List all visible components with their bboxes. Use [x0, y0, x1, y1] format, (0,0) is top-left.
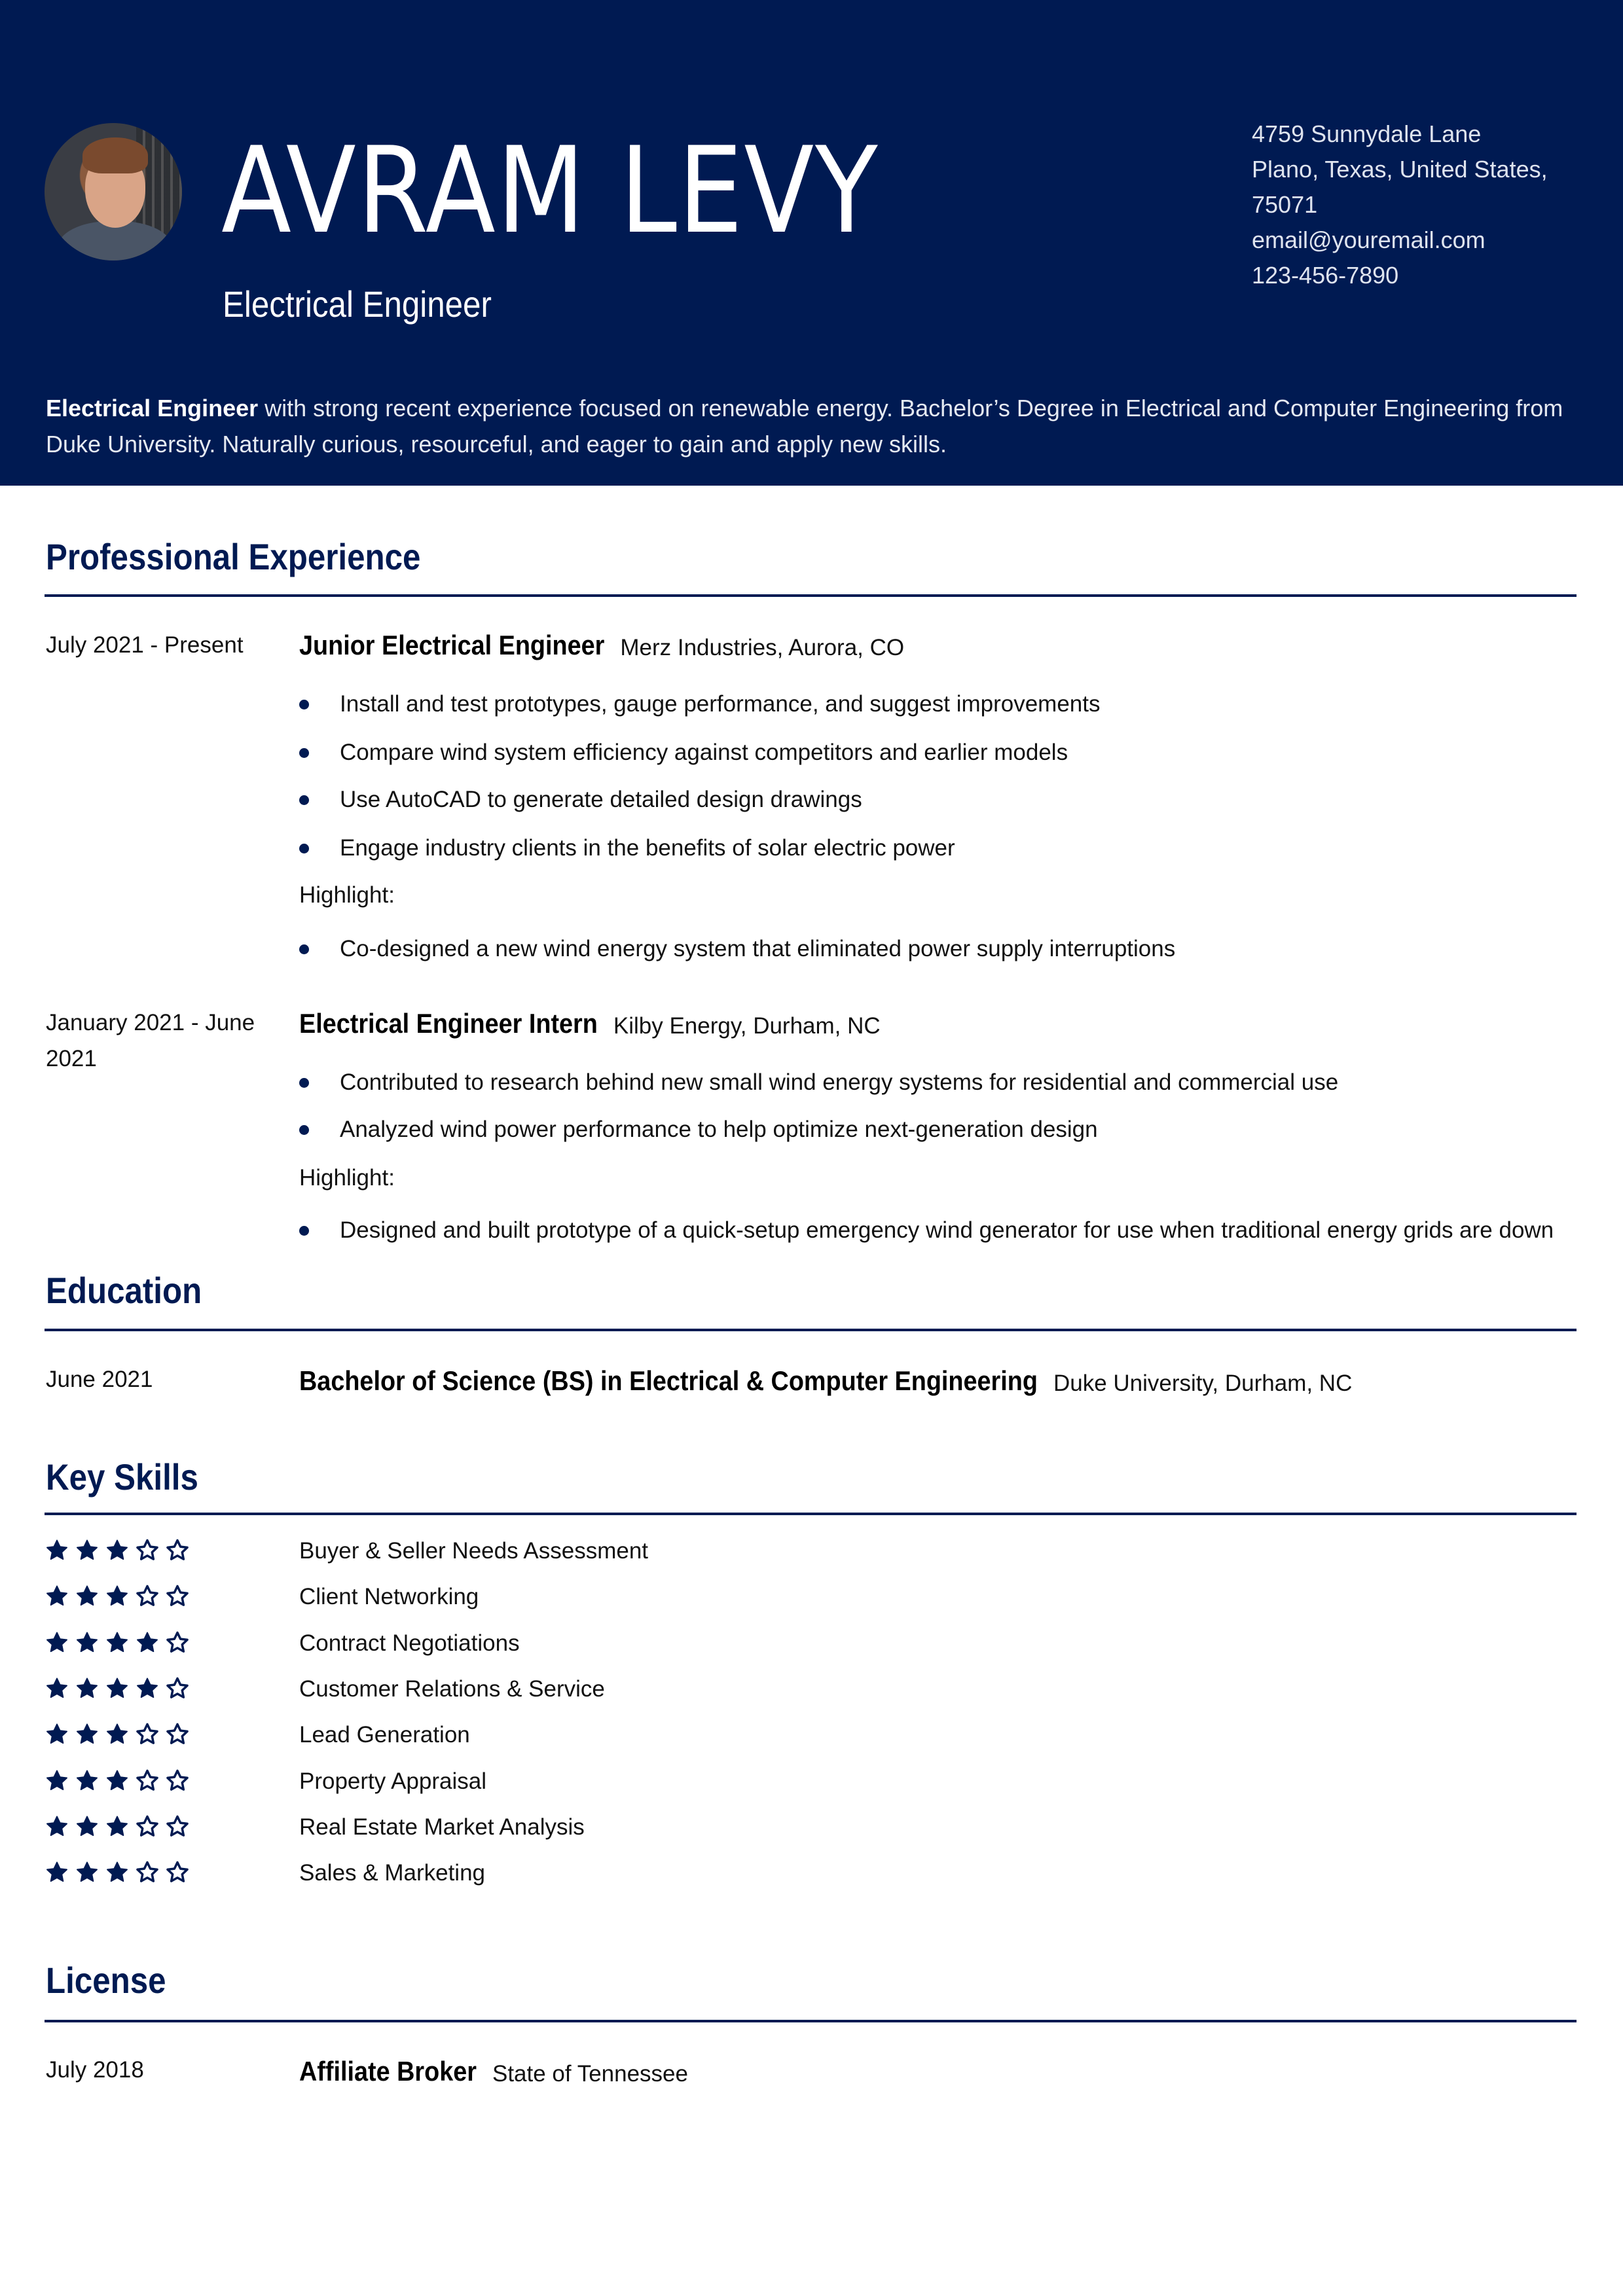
address-line-3: 75071 — [1252, 191, 1318, 218]
skill-label: Customer Relations & Service — [299, 1676, 605, 1702]
skill-rating — [45, 1584, 190, 1609]
section-divider — [45, 1513, 1577, 1515]
skill-label: Real Estate Market Analysis — [299, 1814, 585, 1840]
job-organization: Kilby Energy, Durham, NC — [613, 1013, 881, 1039]
star-outline-icon — [135, 1768, 160, 1793]
star-outline-icon — [135, 1860, 160, 1885]
license-heading — [299, 2056, 688, 2087]
skill-rating — [45, 1676, 190, 1701]
skill-label: Client Networking — [299, 1584, 479, 1610]
star-outline-icon — [165, 1630, 190, 1655]
star-outline-icon — [165, 1676, 190, 1701]
skill-label: Buyer & Seller Needs Assessment — [299, 1538, 649, 1564]
license-date: July 2018 — [46, 2057, 144, 2083]
candidate-title: Electrical Engineer — [223, 283, 492, 325]
job-role: Electrical Engineer Intern — [299, 1008, 598, 1039]
star-outline-icon — [165, 1722, 190, 1747]
star-outline-icon — [165, 1768, 190, 1793]
bullet-dot-icon — [299, 1125, 309, 1135]
bullet-dot-icon — [299, 748, 309, 758]
degree-name: Bachelor of Science (BS) in Electrical & Computer Engineering — [299, 1365, 1038, 1396]
bullet-dot-icon — [299, 795, 309, 805]
address-line-2: Plano, Texas, United States, — [1252, 156, 1548, 183]
candidate-name: AVRAM LEVY — [221, 121, 879, 260]
profile-photo — [45, 123, 182, 260]
skill-rating — [45, 1814, 190, 1839]
job-date — [46, 1005, 255, 1077]
star-filled-icon — [105, 1722, 130, 1747]
summary-line-1: with strong recent experience focused on renewable energy. Bachelor’s Degree in Electrical and Computer Engineering from — [258, 395, 1563, 422]
star-outline-icon — [135, 1584, 160, 1609]
school-name: Duke University, Durham, NC — [1053, 1371, 1353, 1396]
summary-line-2: Duke University. Naturally curious, resourceful, and eager to gain and apply new skills. — [46, 431, 947, 457]
star-filled-icon — [75, 1768, 100, 1793]
job-date: July 2021 - Present — [46, 632, 244, 658]
skill-rating — [45, 1722, 190, 1747]
summary-paragraph — [46, 390, 1578, 462]
email-link[interactable]: email@youremail.com — [1252, 226, 1486, 253]
bullet-dot-icon — [299, 1078, 309, 1088]
star-filled-icon — [45, 1584, 69, 1609]
education-date: June 2021 — [46, 1367, 153, 1392]
star-filled-icon — [45, 1722, 69, 1747]
star-filled-icon — [105, 1676, 130, 1701]
bullet-dot-icon — [299, 700, 309, 709]
skill-rating — [45, 1538, 190, 1563]
education-heading — [299, 1365, 1353, 1397]
section-divider — [45, 1329, 1577, 1331]
job-date-line-2: 2021 — [46, 1046, 97, 1071]
section-title-license: License — [46, 1960, 166, 2001]
star-filled-icon — [105, 1538, 130, 1563]
star-outline-icon — [165, 1860, 190, 1885]
star-filled-icon — [45, 1538, 69, 1563]
star-filled-icon — [135, 1676, 160, 1701]
star-filled-icon — [105, 1768, 130, 1793]
highlight-label: Highlight: — [299, 1165, 395, 1191]
star-outline-icon — [165, 1814, 190, 1839]
skill-label: Sales & Marketing — [299, 1860, 486, 1886]
star-filled-icon — [75, 1676, 100, 1701]
summary-lead: Electrical Engineer — [46, 395, 259, 422]
job-heading — [299, 1008, 881, 1039]
address-line-1: 4759 Sunnydale Lane — [1252, 120, 1482, 147]
star-outline-icon — [165, 1584, 190, 1609]
highlight-label: Highlight: — [299, 882, 395, 908]
skill-rating — [45, 1630, 190, 1655]
star-filled-icon — [75, 1538, 100, 1563]
section-divider — [45, 2020, 1577, 2022]
skill-rating — [45, 1768, 190, 1793]
star-filled-icon — [45, 1768, 69, 1793]
star-outline-icon — [135, 1814, 160, 1839]
resume-header — [0, 0, 1623, 486]
star-filled-icon — [105, 1584, 130, 1609]
job-role: Junior Electrical Engineer — [299, 630, 605, 660]
star-filled-icon — [45, 1676, 69, 1701]
contact-block — [1252, 117, 1548, 293]
photo-hair — [82, 137, 148, 173]
bullet-dot-icon — [299, 844, 309, 853]
section-divider — [45, 594, 1577, 597]
star-filled-icon — [75, 1814, 100, 1839]
skill-rating — [45, 1860, 190, 1885]
star-outline-icon — [135, 1538, 160, 1563]
skill-label: Lead Generation — [299, 1722, 470, 1748]
star-filled-icon — [45, 1860, 69, 1885]
star-filled-icon — [75, 1860, 100, 1885]
star-filled-icon — [45, 1630, 69, 1655]
job-heading — [299, 630, 905, 661]
license-issuer: State of Tennessee — [492, 2061, 688, 2087]
section-title-skills: Key Skills — [46, 1456, 198, 1498]
star-filled-icon — [75, 1584, 100, 1609]
star-filled-icon — [75, 1630, 100, 1655]
license-name: Affiliate Broker — [299, 2056, 477, 2087]
star-outline-icon — [135, 1722, 160, 1747]
job-organization: Merz Industries, Aurora, CO — [620, 635, 905, 660]
star-filled-icon — [75, 1722, 100, 1747]
skill-label: Contract Negotiations — [299, 1630, 520, 1656]
star-filled-icon — [45, 1814, 69, 1839]
bullet-dot-icon — [299, 1226, 309, 1236]
star-filled-icon — [135, 1630, 160, 1655]
skill-label: Property Appraisal — [299, 1768, 486, 1794]
section-title-education: Education — [46, 1270, 202, 1311]
job-date-line-1: January 2021 - June — [46, 1010, 255, 1035]
star-outline-icon — [165, 1538, 190, 1563]
bullet-dot-icon — [299, 944, 309, 954]
section-title-experience: Professional Experience — [46, 536, 421, 577]
phone-number: 123-456-7890 — [1252, 262, 1399, 289]
star-filled-icon — [105, 1630, 130, 1655]
star-filled-icon — [105, 1814, 130, 1839]
star-filled-icon — [105, 1860, 130, 1885]
